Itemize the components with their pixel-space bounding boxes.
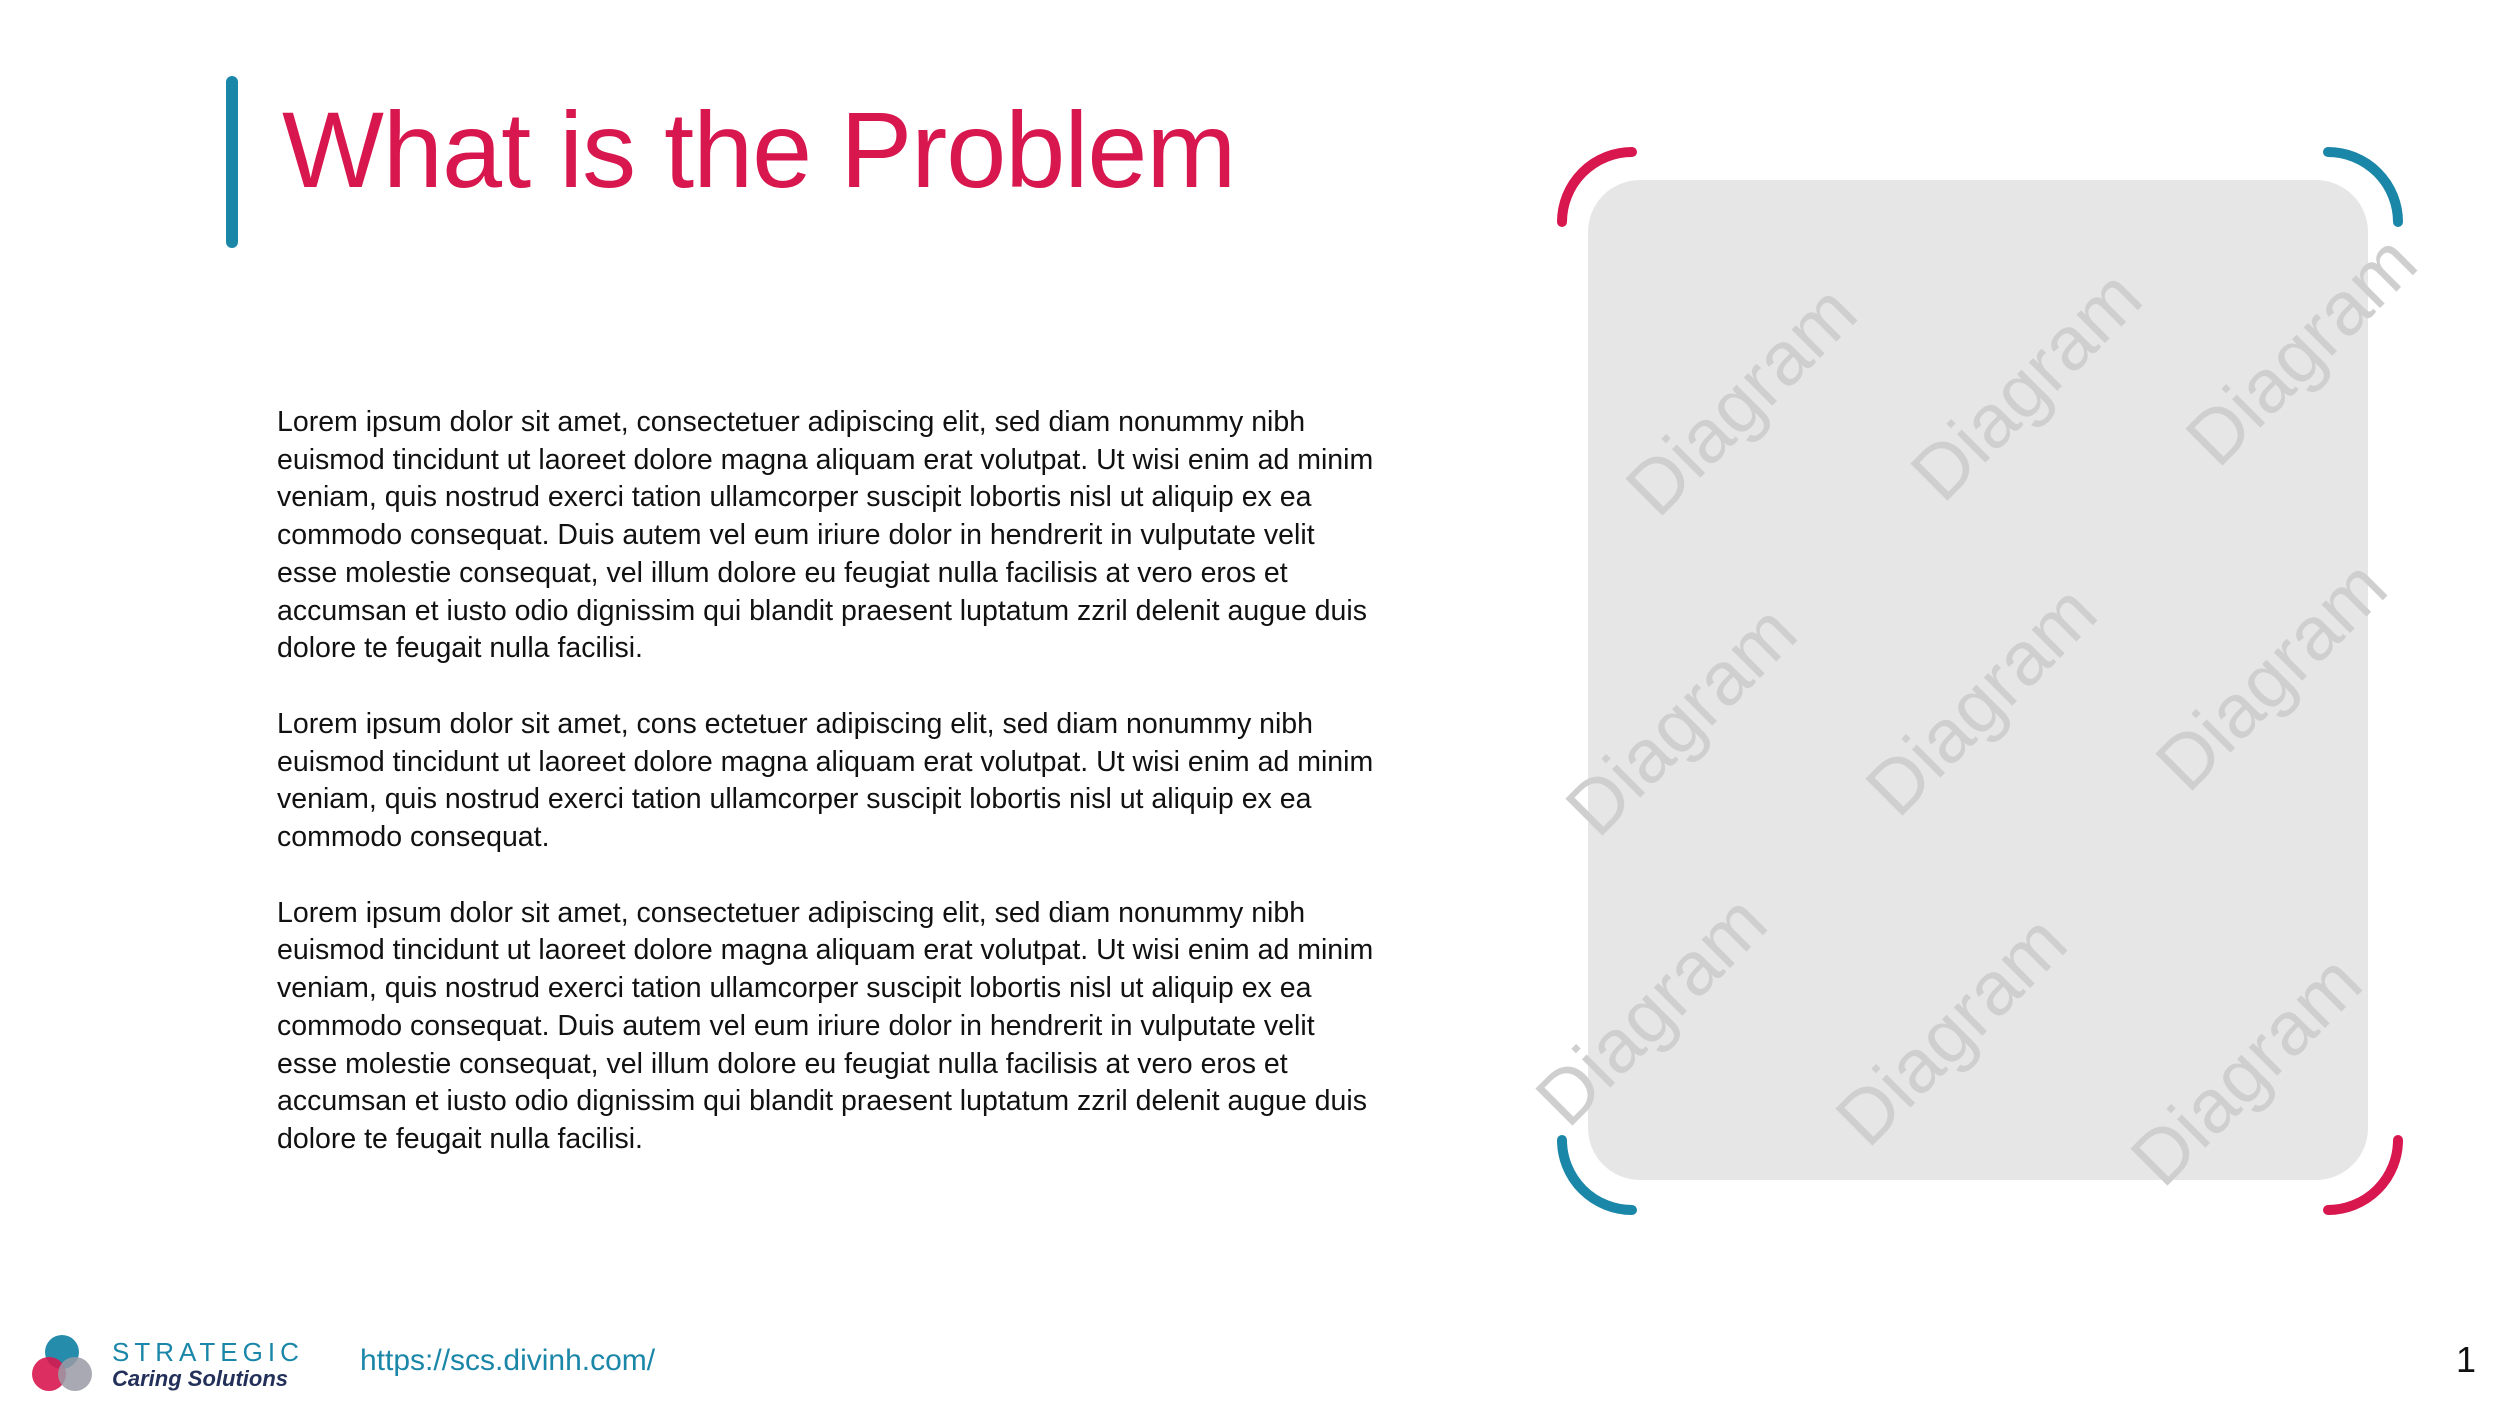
diagram-placeholder	[1519, 180, 2434, 1203]
watermark-8: Diagram	[1819, 898, 2084, 1163]
paragraph-2: Lorem ipsum dolor sit amet, cons ectetuer adipiscing elit, sed diam nonummy nibh euismod tincidunt ut laoreet dolore magna aliquam erat volutpat. Ut wisi enim ad minim veniam, quis nostrud exerci tation ullamcorper suscipit lobortis nisl ut aliquip ex ea commodo consequat.	[277, 707, 1374, 854]
watermark-7: Diagram	[1519, 878, 1784, 1143]
paragraph-3: Lorem ipsum dolor sit amet, consectetuer adipiscing elit, sed diam nonummy nibh euismod tincidunt ut laoreet dolore magna aliquam erat volutpat. Ut wisi enim ad minim veniam, quis nostrud exerci tation ullamcorper suscipit lobortis nisl ut aliquip ex ea commodo consequat. Duis autem vel eum iriure dolor in hendrerit in vulputate velit esse molestie consequat, vel illum dolore eu feugiat nulla facilisis at vero eros et accumsan et iusto odio dignissim qui blandit praesent luptatum zzril delenit augue duis dolore te feugait nulla facilisi.	[277, 896, 1374, 1155]
watermark-1: Diagram	[1609, 268, 1874, 533]
title-accent-bar	[226, 76, 238, 248]
watermark-6: Diagram	[2139, 543, 2404, 808]
brand-tagline: Caring Solutions	[112, 1366, 288, 1391]
watermark-3: Diagram	[2169, 218, 2434, 483]
three-overlapping-circles-icon	[30, 1332, 94, 1396]
watermark-2: Diagram	[1894, 253, 2159, 518]
watermark-5: Diagram	[1849, 568, 2114, 833]
brand-name: STRATEGIC	[112, 1337, 304, 1367]
watermark-4: Diagram	[1549, 588, 1814, 853]
website-link[interactable]: https://scs.divinh.com/	[360, 1344, 656, 1377]
watermark-layer	[1519, 180, 2434, 1203]
body-text	[277, 404, 1377, 1197]
watermark-9: Diagram	[2114, 938, 2379, 1203]
page-number: 1	[2456, 1339, 2477, 1380]
slide-title: What is the Problem	[282, 89, 1236, 210]
paragraph-1: Lorem ipsum dolor sit amet, consectetuer adipiscing elit, sed diam nonummy nibh euismod tincidunt ut laoreet dolore magna aliquam erat volutpat. Ut wisi enim ad minim veniam, quis nostrud exerci tation ullamcorper suscipit lobortis nisl ut aliquip ex ea commodo consequat. Duis autem vel eum iriure dolor in hendrerit in vulputate velit esse molestie consequat, vel illum dolore eu feugiat nulla facilisis at vero eros et accumsan et iusto odio dignissim qui blandit praesent luptatum zzril delenit augue duis dolore te feugait nulla facilisi.	[277, 406, 1374, 665]
